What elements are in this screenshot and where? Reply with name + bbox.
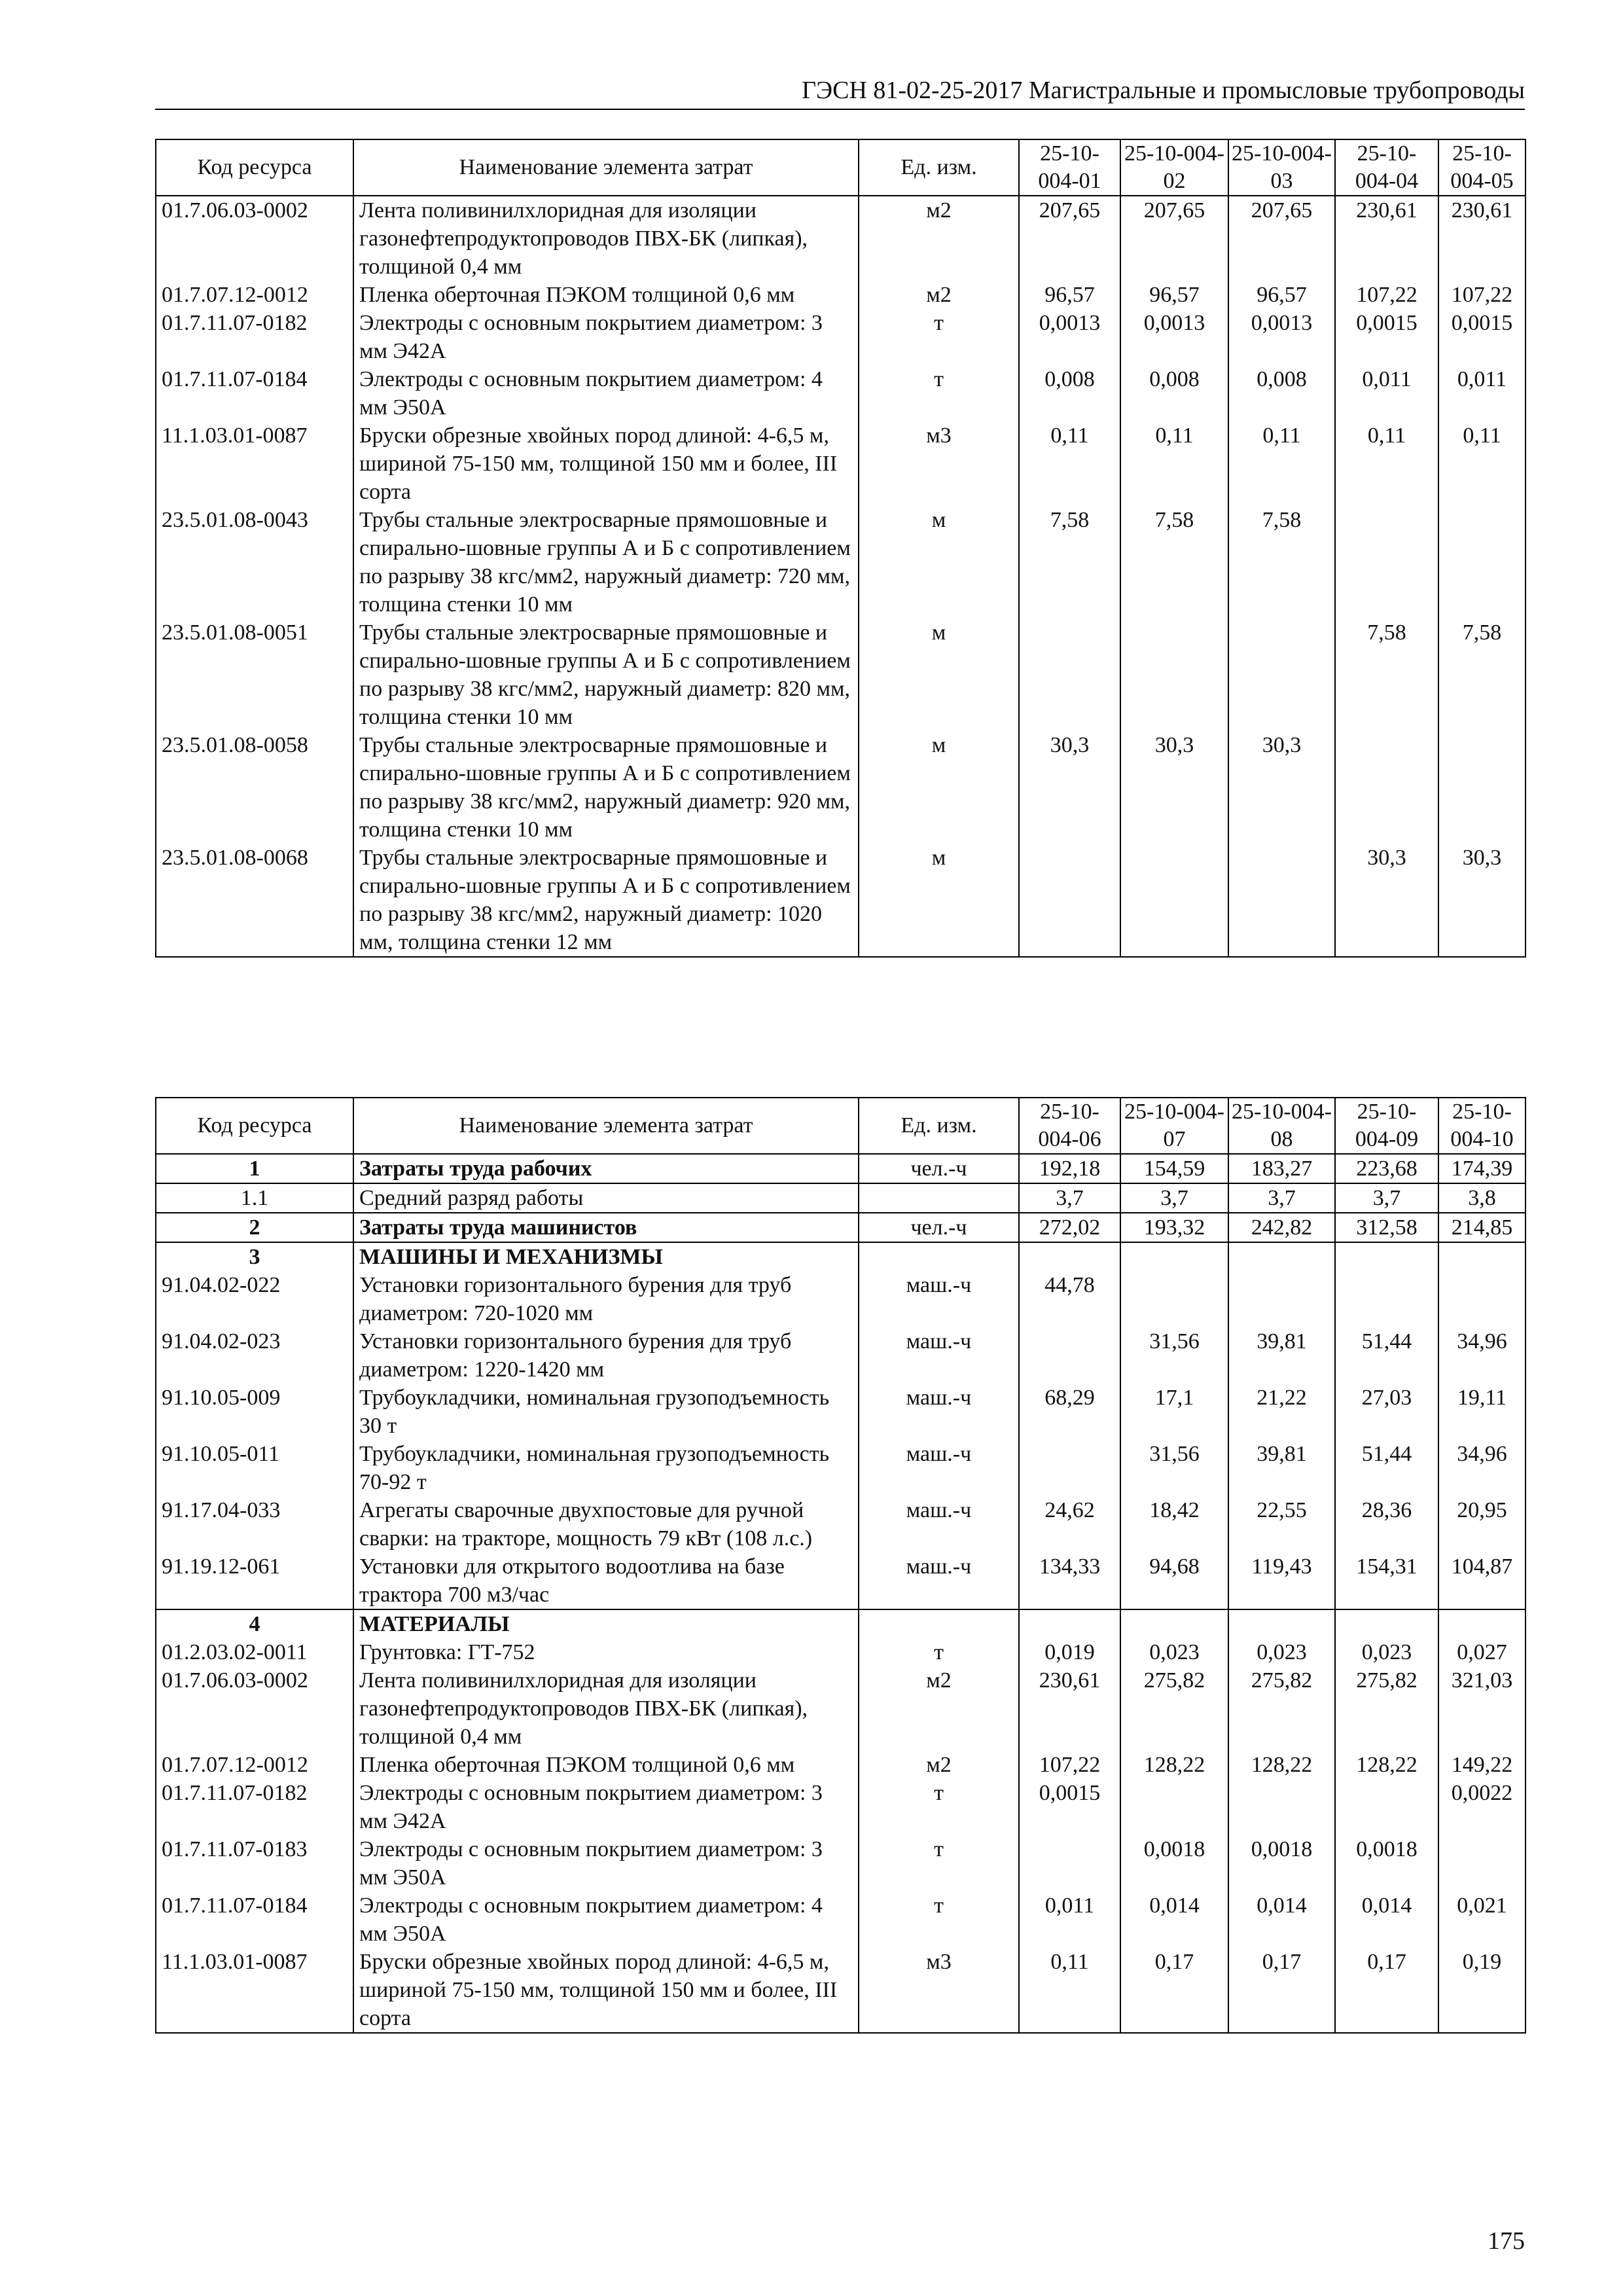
value-cell: 7,58 xyxy=(1019,506,1120,619)
cost-element-name-cell: Затраты труда рабочих xyxy=(353,1154,859,1183)
value-cell xyxy=(1019,844,1120,957)
resource-code-cell: 23.5.01.08-0043 xyxy=(156,506,353,619)
cost-element-name-cell: Пленка оберточная ПЭКОМ толщиной 0,6 мм xyxy=(353,281,859,309)
value-cell: 174,39 xyxy=(1438,1154,1525,1183)
cost-element-name-cell: Трубы стальные электросварные прямошовные и спирально-шовные группы А и Б с сопротивлением по разрыву 38 кгс/мм2, наружный диаметр: 720 мм, толщина стенки 10 мм xyxy=(353,506,859,619)
table-row xyxy=(156,196,1525,281)
value-cell: 207,65 xyxy=(1019,196,1120,281)
resource-code-cell: 2 xyxy=(156,1213,353,1242)
table-row xyxy=(156,1384,1525,1440)
value-cell: 0,023 xyxy=(1335,1638,1438,1666)
resource-code-cell: 01.7.06.03-0002 xyxy=(156,196,353,281)
resource-code-cell: 1.1 xyxy=(156,1183,353,1213)
cost-element-name-cell: Установки горизонтального бурения для труб диаметром: 1220-1420 мм xyxy=(353,1327,859,1384)
page-number: 175 xyxy=(1488,2227,1525,2255)
cost-element-name-cell: Электроды с основным покрытием диаметром: 4 мм Э50А xyxy=(353,365,859,422)
resource-code-cell: 1 xyxy=(156,1154,353,1183)
header-rule xyxy=(155,109,1525,110)
cost-element-name-cell: Средний разряд работы xyxy=(353,1183,859,1213)
cost-table-2 xyxy=(155,1097,1526,2034)
value-cell: 0,11 xyxy=(1120,422,1228,506)
table-header-row xyxy=(156,139,1525,196)
table-row xyxy=(156,1779,1525,1835)
value-cell xyxy=(1438,731,1525,844)
cost-element-name-cell: Трубоукладчики, номинальная грузоподъемность 70-92 т xyxy=(353,1440,859,1496)
column-header: Наименование элемента затрат xyxy=(353,1098,859,1154)
unit-cell: м xyxy=(859,506,1019,619)
unit-cell xyxy=(859,1183,1019,1213)
resource-code-cell: 23.5.01.08-0058 xyxy=(156,731,353,844)
value-cell: 0,011 xyxy=(1019,1892,1120,1948)
unit-cell: чел.-ч xyxy=(859,1154,1019,1183)
unit-cell: м3 xyxy=(859,1948,1019,2033)
value-cell: 0,027 xyxy=(1438,1638,1525,1666)
value-cell: 128,22 xyxy=(1228,1751,1335,1779)
table-row xyxy=(156,1327,1525,1384)
unit-cell: т xyxy=(859,1892,1019,1948)
unit-cell: т xyxy=(859,365,1019,422)
value-cell: 272,02 xyxy=(1019,1213,1120,1242)
cost-element-name-cell: Лента поливинилхлоридная для изоляции газонефтепродуктопроводов ПВХ-БК (липкая), толщиной 0,4 мм xyxy=(353,1666,859,1751)
column-header: Код ресурса xyxy=(156,1098,353,1154)
unit-cell: м2 xyxy=(859,1751,1019,1779)
value-cell: 119,43 xyxy=(1228,1552,1335,1609)
value-cell: 0,19 xyxy=(1438,1948,1525,2033)
cost-table-1 xyxy=(155,139,1526,958)
page-header-title: ГЭСН 81-02-25-2017 Магистральные и промысловые трубопроводы xyxy=(802,77,1525,104)
cost-element-name-cell: Электроды с основным покрытием диаметром: 3 мм Э42А xyxy=(353,309,859,365)
resource-code-cell: 3 xyxy=(156,1242,353,1271)
value-cell xyxy=(1438,1271,1525,1327)
value-cell: 149,22 xyxy=(1438,1751,1525,1779)
unit-cell: м3 xyxy=(859,422,1019,506)
value-cell: 34,96 xyxy=(1438,1440,1525,1496)
value-cell xyxy=(1438,1242,1525,1271)
value-cell: 0,008 xyxy=(1228,365,1335,422)
value-cell: 30,3 xyxy=(1438,844,1525,957)
table-row xyxy=(156,365,1525,422)
cost-element-name-cell: Бруски обрезные хвойных пород длиной: 4-6,5 м, шириной 75-150 мм, толщиной 150 мм и более, III сорта xyxy=(353,422,859,506)
value-cell: 0,0018 xyxy=(1335,1835,1438,1892)
value-cell: 0,014 xyxy=(1228,1892,1335,1948)
column-header: 25-10-004-09 xyxy=(1335,1098,1438,1154)
value-cell: 18,42 xyxy=(1120,1496,1228,1552)
value-cell xyxy=(1228,619,1335,731)
resource-code-cell: 91.10.05-009 xyxy=(156,1384,353,1440)
unit-cell: м xyxy=(859,731,1019,844)
column-header: 25-10-004-08 xyxy=(1228,1098,1335,1154)
value-cell: 275,82 xyxy=(1228,1666,1335,1751)
unit-cell: м2 xyxy=(859,196,1019,281)
unit-cell: м xyxy=(859,619,1019,731)
resource-code-cell: 01.7.07.12-0012 xyxy=(156,281,353,309)
cost-element-name-cell: Трубы стальные электросварные прямошовные и спирально-шовные группы А и Б с сопротивлением по разрыву 38 кгс/мм2, наружный диаметр: 820 мм, толщина стенки 10 мм xyxy=(353,619,859,731)
value-cell xyxy=(1335,1609,1438,1638)
value-cell: 0,0022 xyxy=(1438,1779,1525,1835)
unit-cell: маш.-ч xyxy=(859,1496,1019,1552)
value-cell: 0,021 xyxy=(1438,1892,1525,1948)
unit-cell: т xyxy=(859,1835,1019,1892)
value-cell: 154,59 xyxy=(1120,1154,1228,1183)
value-cell: 3,7 xyxy=(1335,1183,1438,1213)
value-cell xyxy=(1120,1242,1228,1271)
value-cell: 51,44 xyxy=(1335,1327,1438,1384)
column-header: 25-10-004-04 xyxy=(1335,139,1438,196)
unit-cell: т xyxy=(859,1779,1019,1835)
value-cell: 104,87 xyxy=(1438,1552,1525,1609)
value-cell xyxy=(1019,1609,1120,1638)
cost-element-name-cell: МАШИНЫ И МЕХАНИЗМЫ xyxy=(353,1242,859,1271)
table-row xyxy=(156,1271,1525,1327)
table-row xyxy=(156,1666,1525,1751)
value-cell xyxy=(1120,619,1228,731)
value-cell: 31,56 xyxy=(1120,1440,1228,1496)
value-cell: 96,57 xyxy=(1019,281,1120,309)
value-cell: 7,58 xyxy=(1438,619,1525,731)
resource-code-cell: 4 xyxy=(156,1609,353,1638)
column-header: Код ресурса xyxy=(156,139,353,196)
table-row xyxy=(156,1609,1525,1638)
value-cell: 0,023 xyxy=(1228,1638,1335,1666)
value-cell: 192,18 xyxy=(1019,1154,1120,1183)
resource-code-cell: 11.1.03.01-0087 xyxy=(156,422,353,506)
value-cell xyxy=(1120,1609,1228,1638)
value-cell: 7,58 xyxy=(1120,506,1228,619)
value-cell: 3,7 xyxy=(1019,1183,1120,1213)
cost-element-name-cell: Трубы стальные электросварные прямошовные и спирально-шовные группы А и Б с сопротивлением по разрыву 38 кгс/мм2, наружный диаметр: 1020 мм, толщина стенки 12 мм xyxy=(353,844,859,957)
table-row xyxy=(156,1552,1525,1609)
unit-cell: м xyxy=(859,844,1019,957)
value-cell: 154,31 xyxy=(1335,1552,1438,1609)
column-header: Ед. изм. xyxy=(859,1098,1019,1154)
value-cell: 230,61 xyxy=(1335,196,1438,281)
value-cell: 20,95 xyxy=(1438,1496,1525,1552)
value-cell: 94,68 xyxy=(1120,1552,1228,1609)
value-cell: 230,61 xyxy=(1438,196,1525,281)
value-cell: 107,22 xyxy=(1335,281,1438,309)
value-cell: 30,3 xyxy=(1120,731,1228,844)
value-cell: 3,8 xyxy=(1438,1183,1525,1213)
resource-code-cell: 01.7.11.07-0182 xyxy=(156,309,353,365)
value-cell xyxy=(1228,1271,1335,1327)
value-cell: 0,11 xyxy=(1335,422,1438,506)
value-cell: 242,82 xyxy=(1228,1213,1335,1242)
table-row xyxy=(156,1242,1525,1271)
table-row xyxy=(156,506,1525,619)
cost-element-name-cell: Бруски обрезные хвойных пород длиной: 4-6,5 м, шириной 75-150 мм, толщиной 150 мм и более, III сорта xyxy=(353,1948,859,2033)
value-cell: 30,3 xyxy=(1228,731,1335,844)
table-row xyxy=(156,281,1525,309)
resource-code-cell: 01.7.06.03-0002 xyxy=(156,1666,353,1751)
value-cell: 30,3 xyxy=(1335,844,1438,957)
cost-element-name-cell: Трубоукладчики, номинальная грузоподъемность 30 т xyxy=(353,1384,859,1440)
value-cell xyxy=(1019,1835,1120,1892)
value-cell xyxy=(1019,1242,1120,1271)
column-header: 25-10-004-03 xyxy=(1228,139,1335,196)
column-header: 25-10-004-06 xyxy=(1019,1098,1120,1154)
value-cell: 107,22 xyxy=(1438,281,1525,309)
cost-element-name-cell: Электроды с основным покрытием диаметром: 3 мм Э42А xyxy=(353,1779,859,1835)
cost-element-name-cell: Агрегаты сварочные двухпостовые для ручной сварки: на тракторе, мощность 79 кВт (108 л.с.) xyxy=(353,1496,859,1552)
value-cell: 0,17 xyxy=(1335,1948,1438,2033)
column-header: Наименование элемента затрат xyxy=(353,139,859,196)
value-cell: 96,57 xyxy=(1228,281,1335,309)
cost-element-name-cell: Затраты труда машинистов xyxy=(353,1213,859,1242)
value-cell xyxy=(1120,844,1228,957)
cost-element-name-cell: Установки для открытого водоотлива на базе трактора 700 м3/час xyxy=(353,1552,859,1609)
table-row xyxy=(156,844,1525,957)
value-cell xyxy=(1019,1327,1120,1384)
value-cell: 0,11 xyxy=(1228,422,1335,506)
value-cell: 39,81 xyxy=(1228,1327,1335,1384)
value-cell: 7,58 xyxy=(1335,619,1438,731)
resource-code-cell: 91.19.12-061 xyxy=(156,1552,353,1609)
value-cell: 3,7 xyxy=(1228,1183,1335,1213)
value-cell: 0,0015 xyxy=(1438,309,1525,365)
value-cell: 0,0018 xyxy=(1120,1835,1228,1892)
value-cell: 17,1 xyxy=(1120,1384,1228,1440)
table-row xyxy=(156,422,1525,506)
unit-cell: т xyxy=(859,309,1019,365)
resource-code-cell: 23.5.01.08-0051 xyxy=(156,619,353,731)
value-cell: 3,7 xyxy=(1120,1183,1228,1213)
unit-cell: маш.-ч xyxy=(859,1271,1019,1327)
value-cell: 207,65 xyxy=(1120,196,1228,281)
value-cell: 0,023 xyxy=(1120,1638,1228,1666)
value-cell: 27,03 xyxy=(1335,1384,1438,1440)
value-cell: 0,17 xyxy=(1228,1948,1335,2033)
table-body xyxy=(156,1154,1525,2033)
resource-code-cell: 11.1.03.01-0087 xyxy=(156,1948,353,2033)
unit-cell: маш.-ч xyxy=(859,1327,1019,1384)
value-cell: 107,22 xyxy=(1019,1751,1120,1779)
value-cell xyxy=(1335,1242,1438,1271)
resource-code-cell: 01.7.11.07-0182 xyxy=(156,1779,353,1835)
value-cell xyxy=(1228,844,1335,957)
value-cell: 0,014 xyxy=(1335,1892,1438,1948)
table-row xyxy=(156,309,1525,365)
table-row xyxy=(156,619,1525,731)
value-cell: 0,0015 xyxy=(1335,309,1438,365)
resource-code-cell: 01.7.11.07-0184 xyxy=(156,1892,353,1948)
value-cell xyxy=(1438,1835,1525,1892)
value-cell: 223,68 xyxy=(1335,1154,1438,1183)
unit-cell xyxy=(859,1609,1019,1638)
value-cell: 21,22 xyxy=(1228,1384,1335,1440)
value-cell xyxy=(1019,619,1120,731)
unit-cell: маш.-ч xyxy=(859,1384,1019,1440)
resource-code-cell: 91.17.04-033 xyxy=(156,1496,353,1552)
column-header: 25-10-004-07 xyxy=(1120,1098,1228,1154)
value-cell: 207,65 xyxy=(1228,196,1335,281)
value-cell: 44,78 xyxy=(1019,1271,1120,1327)
value-cell: 0,0018 xyxy=(1228,1835,1335,1892)
column-header: Ед. изм. xyxy=(859,139,1019,196)
value-cell: 7,58 xyxy=(1228,506,1335,619)
value-cell: 134,33 xyxy=(1019,1552,1120,1609)
value-cell xyxy=(1228,1242,1335,1271)
value-cell: 0,0013 xyxy=(1019,309,1120,365)
value-cell: 68,29 xyxy=(1019,1384,1120,1440)
resource-code-cell: 23.5.01.08-0068 xyxy=(156,844,353,957)
value-cell: 0,11 xyxy=(1019,1948,1120,2033)
unit-cell: маш.-ч xyxy=(859,1440,1019,1496)
value-cell: 0,17 xyxy=(1120,1948,1228,2033)
column-header: 25-10-004-05 xyxy=(1438,139,1525,196)
value-cell: 22,55 xyxy=(1228,1496,1335,1552)
value-cell: 0,008 xyxy=(1120,365,1228,422)
value-cell: 39,81 xyxy=(1228,1440,1335,1496)
table-body xyxy=(156,196,1525,957)
cost-element-name-cell: Установки горизонтального бурения для труб диаметром: 720-1020 мм xyxy=(353,1271,859,1327)
column-header: 25-10-004-02 xyxy=(1120,139,1228,196)
value-cell: 0,011 xyxy=(1335,365,1438,422)
unit-cell: м2 xyxy=(859,1666,1019,1751)
value-cell: 0,011 xyxy=(1438,365,1525,422)
value-cell: 31,56 xyxy=(1120,1327,1228,1384)
cost-element-name-cell: Электроды с основным покрытием диаметром: 4 мм Э50А xyxy=(353,1892,859,1948)
table-row xyxy=(156,1835,1525,1892)
value-cell xyxy=(1438,1609,1525,1638)
resource-code-cell: 01.7.07.12-0012 xyxy=(156,1751,353,1779)
table-header-row xyxy=(156,1098,1525,1154)
cost-element-name-cell: Электроды с основным покрытием диаметром: 3 мм Э50А xyxy=(353,1835,859,1892)
table-row xyxy=(156,1440,1525,1496)
resource-code-cell: 01.2.03.02-0011 xyxy=(156,1638,353,1666)
table-row xyxy=(156,1213,1525,1242)
cost-element-name-cell: Пленка оберточная ПЭКОМ толщиной 0,6 мм xyxy=(353,1751,859,1779)
value-cell: 0,008 xyxy=(1019,365,1120,422)
value-cell: 128,22 xyxy=(1120,1751,1228,1779)
value-cell: 28,36 xyxy=(1335,1496,1438,1552)
value-cell xyxy=(1438,506,1525,619)
cost-element-name-cell: Лента поливинилхлоридная для изоляции газонефтепродуктопроводов ПВХ-БК (липкая), толщиной 0,4 мм xyxy=(353,196,859,281)
table-row xyxy=(156,1154,1525,1183)
value-cell: 0,014 xyxy=(1120,1892,1228,1948)
value-cell: 0,0013 xyxy=(1228,309,1335,365)
resource-code-cell: 01.7.11.07-0183 xyxy=(156,1835,353,1892)
value-cell: 128,22 xyxy=(1335,1751,1438,1779)
value-cell xyxy=(1335,731,1438,844)
value-cell: 96,57 xyxy=(1120,281,1228,309)
value-cell xyxy=(1335,1271,1438,1327)
table-row xyxy=(156,1638,1525,1666)
value-cell: 193,32 xyxy=(1120,1213,1228,1242)
unit-cell: маш.-ч xyxy=(859,1552,1019,1609)
table-row xyxy=(156,1948,1525,2033)
resource-code-cell: 91.10.05-011 xyxy=(156,1440,353,1496)
value-cell: 51,44 xyxy=(1335,1440,1438,1496)
value-cell: 275,82 xyxy=(1335,1666,1438,1751)
value-cell xyxy=(1228,1779,1335,1835)
unit-cell: чел.-ч xyxy=(859,1213,1019,1242)
resource-code-cell: 91.04.02-023 xyxy=(156,1327,353,1384)
resource-code-cell: 01.7.11.07-0184 xyxy=(156,365,353,422)
column-header: 25-10-004-10 xyxy=(1438,1098,1525,1154)
unit-cell: м2 xyxy=(859,281,1019,309)
value-cell: 312,58 xyxy=(1335,1213,1438,1242)
value-cell: 0,11 xyxy=(1438,422,1525,506)
value-cell: 34,96 xyxy=(1438,1327,1525,1384)
cost-element-name-cell: МАТЕРИАЛЫ xyxy=(353,1609,859,1638)
value-cell xyxy=(1335,506,1438,619)
table-row xyxy=(156,1751,1525,1779)
value-cell: 30,3 xyxy=(1019,731,1120,844)
unit-cell: т xyxy=(859,1638,1019,1666)
value-cell: 214,85 xyxy=(1438,1213,1525,1242)
value-cell xyxy=(1228,1609,1335,1638)
unit-cell xyxy=(859,1242,1019,1271)
value-cell: 230,61 xyxy=(1019,1666,1120,1751)
table-row xyxy=(156,1183,1525,1213)
value-cell: 0,019 xyxy=(1019,1638,1120,1666)
column-header: 25-10-004-01 xyxy=(1019,139,1120,196)
value-cell: 321,03 xyxy=(1438,1666,1525,1751)
value-cell: 0,0013 xyxy=(1120,309,1228,365)
table-row xyxy=(156,731,1525,844)
value-cell xyxy=(1120,1779,1228,1835)
value-cell: 0,11 xyxy=(1019,422,1120,506)
value-cell xyxy=(1335,1779,1438,1835)
value-cell xyxy=(1019,1440,1120,1496)
value-cell: 183,27 xyxy=(1228,1154,1335,1183)
table-row xyxy=(156,1892,1525,1948)
cost-element-name-cell: Грунтовка: ГТ-752 xyxy=(353,1638,859,1666)
table-row xyxy=(156,1496,1525,1552)
value-cell xyxy=(1120,1271,1228,1327)
cost-element-name-cell: Трубы стальные электросварные прямошовные и спирально-шовные группы А и Б с сопротивлением по разрыву 38 кгс/мм2, наружный диаметр: 920 мм, толщина стенки 10 мм xyxy=(353,731,859,844)
value-cell: 0,0015 xyxy=(1019,1779,1120,1835)
value-cell: 19,11 xyxy=(1438,1384,1525,1440)
value-cell: 275,82 xyxy=(1120,1666,1228,1751)
resource-code-cell: 91.04.02-022 xyxy=(156,1271,353,1327)
value-cell: 24,62 xyxy=(1019,1496,1120,1552)
